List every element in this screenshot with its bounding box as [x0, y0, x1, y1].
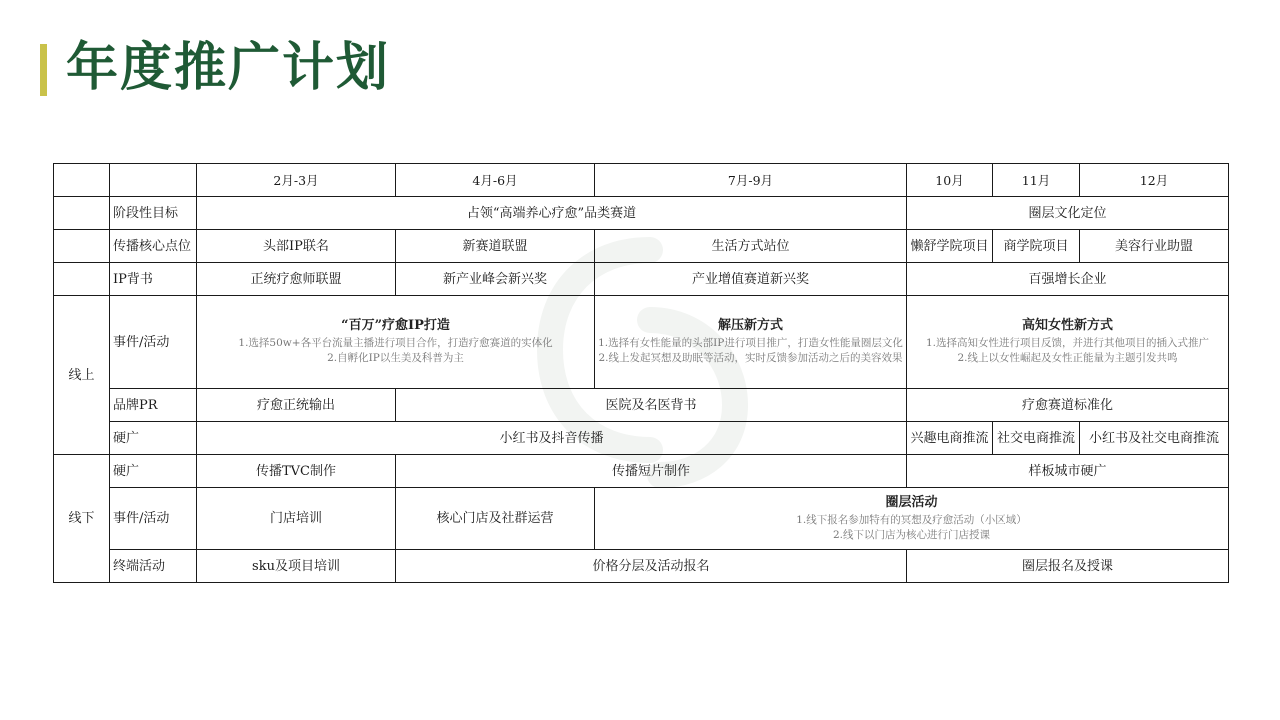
- event-cell: 门店培训: [197, 488, 396, 550]
- ads-cell: 传播TVC制作: [197, 455, 396, 488]
- pr-cell: 疗愈正统输出: [197, 389, 396, 422]
- ads-cell: 兴趣电商推流: [907, 422, 993, 455]
- online-event-row: [54, 296, 1229, 389]
- ads-cell: 小红书及社交电商推流: [1080, 422, 1229, 455]
- event-cell: [907, 296, 1229, 389]
- goal-cell: 占领“高端养心疗愈”品类赛道: [197, 197, 907, 230]
- promotion-plan-table: [53, 163, 1229, 583]
- goal-row: [54, 197, 1229, 230]
- row-label: 终端活动: [110, 550, 197, 583]
- event-cell: [595, 488, 1229, 550]
- core-cell: 商学院项目: [993, 230, 1080, 263]
- month-header: 11月: [993, 164, 1080, 197]
- core-row: [54, 230, 1229, 263]
- event-line: 1.选择有女性能量的头部IP进行项目推广，打造女性能量圈层文化: [598, 337, 903, 349]
- month-header: 7月-9月: [595, 164, 907, 197]
- blank-cell: [54, 263, 110, 296]
- terminal-row: [54, 550, 1229, 583]
- row-label: 传播核心点位: [110, 230, 197, 263]
- event-line: 1.线下报名参加特有的冥想及疗愈活动（小区域）: [796, 513, 1027, 526]
- ip-cell: 正统疗愈师联盟: [197, 263, 396, 296]
- event-line: 1.选择50w+各平台流量主播进行项目合作，打造疗愈赛道的实体化: [238, 337, 553, 349]
- header-blank: [110, 164, 197, 197]
- row-label: 硬广: [110, 455, 197, 488]
- blank-cell: [54, 230, 110, 263]
- event-title: 解压新方式: [717, 318, 783, 333]
- section-label-online: 线上: [54, 296, 110, 455]
- ip-cell: 新产业峰会新兴奖: [396, 263, 595, 296]
- offline-event-row: [54, 488, 1229, 550]
- ip-row: [54, 263, 1229, 296]
- event-line: 2.线上以女性崛起及女性正能量为主题引发共鸣: [957, 352, 1178, 364]
- title-accent-bar: [40, 44, 47, 96]
- event-title: 高知女性新方式: [1021, 318, 1113, 333]
- ip-cell: 百强增长企业: [907, 263, 1229, 296]
- core-cell: 新赛道联盟: [396, 230, 595, 263]
- offline-ads-row: [54, 455, 1229, 488]
- online-pr-row: [54, 389, 1229, 422]
- month-header: 12月: [1080, 164, 1229, 197]
- row-label: 阶段性目标: [110, 197, 197, 230]
- pr-cell: 疗愈赛道标准化: [907, 389, 1229, 422]
- core-cell: 头部IP联名: [197, 230, 396, 263]
- core-cell: 懒舒学院项目: [907, 230, 993, 263]
- ads-cell: 传播短片制作: [396, 455, 907, 488]
- event-line: 2.线下以门店为核心进行门店授课: [832, 528, 991, 541]
- row-label: IP背书: [110, 263, 197, 296]
- row-label: 品牌PR: [110, 389, 197, 422]
- event-cell: [595, 296, 907, 389]
- terminal-cell: 价格分层及活动报名: [396, 550, 907, 583]
- event-cell: [197, 296, 595, 389]
- event-cell: 核心门店及社群运营: [396, 488, 595, 550]
- event-line: 2.自孵化IP以生美及科普为主: [327, 352, 464, 364]
- terminal-cell: 圈层报名及授课: [907, 550, 1229, 583]
- core-cell: 生活方式站位: [595, 230, 907, 263]
- ads-cell: 样板城市硬广: [907, 455, 1229, 488]
- header-blank: [54, 164, 110, 197]
- online-ads-row: [54, 422, 1229, 455]
- goal-cell: 圈层文化定位: [907, 197, 1229, 230]
- core-cell: 美容行业助盟: [1080, 230, 1229, 263]
- event-line: 2.线上发起冥想及助眠等活动，实时反馈参加活动之后的美容效果: [598, 352, 903, 364]
- blank-cell: [54, 197, 110, 230]
- pr-cell: 医院及名医背书: [396, 389, 907, 422]
- ip-cell: 产业增值赛道新兴奖: [595, 263, 907, 296]
- month-header: 2月-3月: [197, 164, 396, 197]
- event-line: 1.选择高知女性进行项目反馈，并进行其他项目的插入式推广: [925, 337, 1210, 349]
- page-title: 年度推广计划: [66, 38, 391, 98]
- terminal-cell: sku及项目培训: [197, 550, 396, 583]
- event-title: “百万”疗愈IP打造: [341, 318, 450, 333]
- month-header: 10月: [907, 164, 993, 197]
- section-label-offline: 线下: [54, 455, 110, 583]
- row-label: 硬广: [110, 422, 197, 455]
- ads-cell: 社交电商推流: [993, 422, 1080, 455]
- ads-cell: 小红书及抖音传播: [197, 422, 907, 455]
- event-title: 圈层活动: [885, 494, 938, 510]
- header-row: [54, 164, 1229, 197]
- row-label: 事件/活动: [110, 488, 197, 550]
- month-header: 4月-6月: [396, 164, 595, 197]
- row-label: 事件/活动: [110, 296, 197, 389]
